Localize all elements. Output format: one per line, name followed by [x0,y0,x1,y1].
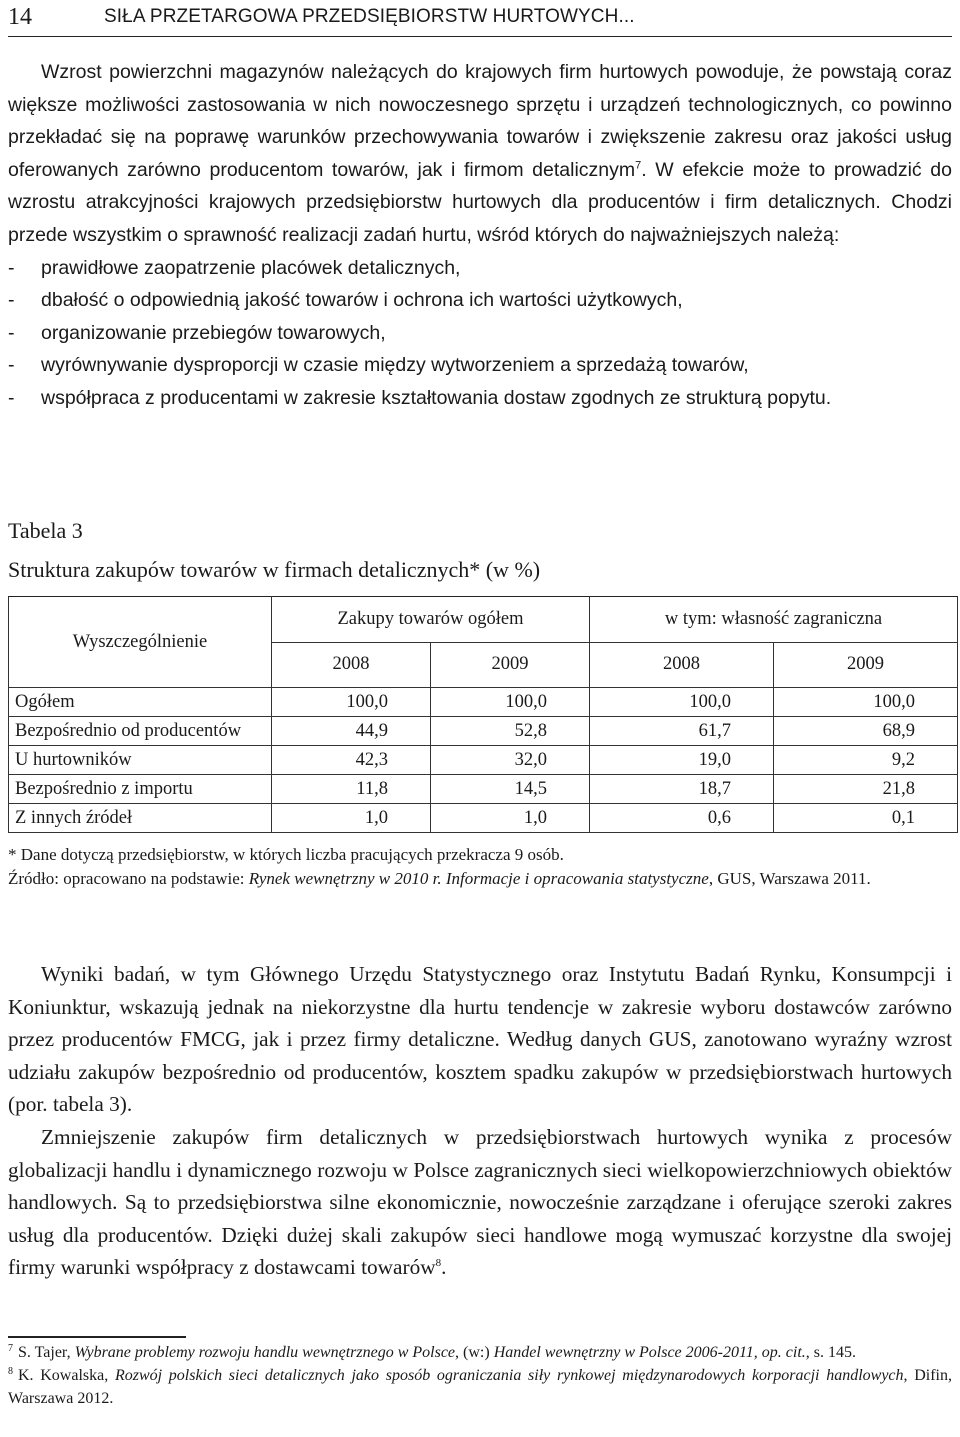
row-label: Bezpośrednio z importu [9,775,272,804]
task-list [8,252,952,415]
intro-text-2: . W efekcie może to prowadzić do wzrostu atrakcyjności krajowych przedsiębiorstw hurtowych dla producentów i firm detalicznych. Chodzi przede wszystkim o sprawność realizacji zadań hurtu, wśród których do najważniejszych należą: [8,158,952,246]
table-row [9,775,958,804]
table-cell: 9,2 [773,746,957,775]
table-cell: 11,8 [272,775,431,804]
list-item: - współpraca z producentami w zakresie kształtowania dostaw zgodnych ze strukturą popytu. [8,382,952,415]
footnote-number: 7 [8,1342,13,1354]
table-note: * Dane dotyczą przedsiębiorstw, w których liczba pracujących przekracza 9 osób. [8,845,564,864]
footnote-suffix: , Difin, Warszawa 2012. [8,1367,953,1407]
group-header-foreign: w tym: własność zagraniczna [589,597,957,643]
table-cell: 1,0 [430,804,589,833]
table-cell: 52,8 [430,717,589,746]
table-cell: 1,0 [272,804,431,833]
footnote-suffix: , s. 145. [805,1344,857,1361]
footnote-title: Rozwój polskich sieci detalicznych jako sposób ograniczania siły rynkowej międzynarodowych korporacji handlowych [114,1367,904,1384]
list-item: - wyrównywanie dysproporcji w czasie między wytworzeniem a sprzedażą towarów, [8,349,952,382]
table-cell: 42,3 [272,746,431,775]
table-cell: 100,0 [589,688,773,717]
table-row [9,717,958,746]
footnote-ref-7[interactable]: 7 [635,159,642,172]
table-cell: 44,9 [272,717,431,746]
table-caption: Tabela 3 [8,518,83,543]
body-paragraph: Wyniki badań, w tym Głównego Urzędu Statystycznego oraz Instytutu Badań Rynku, Konsumpcji i Koniunktur, wskazują jednak na niekorzystne dla hurtu tendencje w zakresie wyboru dostawców zarówno przez producentów FMCG, jak i przez firmy detaliczne. Według danych GUS, zanotowano wyraźny wzrost udziału zakupów bezpośrednio od producentów, kosztem spadku zakupów w przedsiębiorstwach hurtowych (por. tabela 3). [8,962,952,1117]
table-row [9,804,958,833]
year-header: 2008 [589,642,773,688]
year-header: 2008 [272,642,431,688]
column-header-label: Wyszczególnienie [9,597,272,688]
source-prefix: Źródło: opracowano na podstawie: [8,869,249,888]
page-header [8,0,952,30]
footnote-title: Wybrane problemy rozwoju handlu wewnętrznego w Polsce [74,1344,456,1361]
table-title: Struktura zakupów towarów w firmach detalicznych* (w %) [8,557,541,582]
footnotes [8,1341,952,1410]
table-cell: 21,8 [773,775,957,804]
footnote-author: K. Kowalska, [18,1367,115,1384]
year-header: 2009 [430,642,589,688]
body-text-1: Zmniejszenie zakupów firm detalicznych w przedsiębiorstwach hurtowych wynika z procesów globalizacji handlu i dynamicznego rozwoju w Polsce zagranicznych sieci wielkopowierzchniowych obiektów handlowych. Są to przedsiębiorstwa silne ekonomicznie, nowocześnie zarządzane i oferujące szeroki zakres usług dla producentów. Dzięki dużej skali zakupów sieci handlowe mogą wymuszać korzystne dla swojej firmy warunki współpracy z dostawcami towarów [8,1124,952,1280]
footnote-ref-8[interactable]: 8 [435,1257,442,1270]
year-header: 2009 [773,642,957,688]
intro-text-1: Wzrost powierzchni magazynów należących do krajowych firm hurtowych powoduje, że powstają coraz większe możliwości zastosowania w nich nowoczesnego sprzętu i urządzeń technologicznych, co powinno przekładać się na poprawę warunków przechowywania towarów i zwiększenie zakresu oraz jakości usług oferowanych zarówno producentom towarów, jak i firmom detalicznym [8,61,952,181]
source-title: Rynek wewnętrzny w 2010 r. Informacje i opracowania statystyczne [248,869,709,888]
table-cell: 68,9 [773,717,957,746]
table-source [8,867,952,891]
footnote-mid: , (w:) [455,1344,494,1361]
list-item: - organizowanie przebiegów towarowych, [8,317,952,350]
row-label: Z innych źródeł [9,804,272,833]
table-row [9,746,958,775]
source-suffix: , GUS, Warszawa 2011. [708,869,871,888]
row-label: U hurtowników [9,746,272,775]
table-cell: 19,0 [589,746,773,775]
table-cell: 14,5 [430,775,589,804]
list-item: - prawidłowe zaopatrzenie placówek detalicznych, [8,252,952,285]
footnote-rule [8,1336,186,1338]
table-cell: 0,6 [589,804,773,833]
footnote-number: 8 [8,1365,13,1377]
body-paragraph [8,1121,952,1284]
row-label: Ogółem [9,688,272,717]
group-header-total: Zakupy towarów ogółem [272,597,590,643]
table-header-row [9,597,958,643]
table-cell: 61,7 [589,717,773,746]
table-row [9,688,958,717]
body-text-2: . [441,1255,447,1280]
intro-section [8,56,952,415]
footnote-source: Handel wewnętrzny w Polsce 2006-2011, op. cit. [493,1344,806,1361]
data-table [8,596,958,833]
footnote [8,1341,952,1364]
table-cell: 32,0 [430,746,589,775]
page-number: 14 [8,4,32,30]
table-cell: 100,0 [430,688,589,717]
footnote [8,1364,952,1410]
body-section [8,958,952,1284]
table-cell: 100,0 [272,688,431,717]
table-cell: 0,1 [773,804,957,833]
intro-paragraph [8,56,952,252]
table-notes [8,843,952,891]
table-cell: 18,7 [589,775,773,804]
footnote-author: S. Tajer, [18,1344,75,1361]
table-cell: 100,0 [773,688,957,717]
list-item: - dbałość o odpowiednią jakość towarów i ochrona ich wartości użytkowych, [8,284,952,317]
header-rule [8,36,952,37]
running-head: SIŁA PRZETARGOWA PRZEDSIĘBIORSTW HURTOWYCH... [104,6,635,27]
row-label: Bezpośrednio od producentów [9,717,272,746]
